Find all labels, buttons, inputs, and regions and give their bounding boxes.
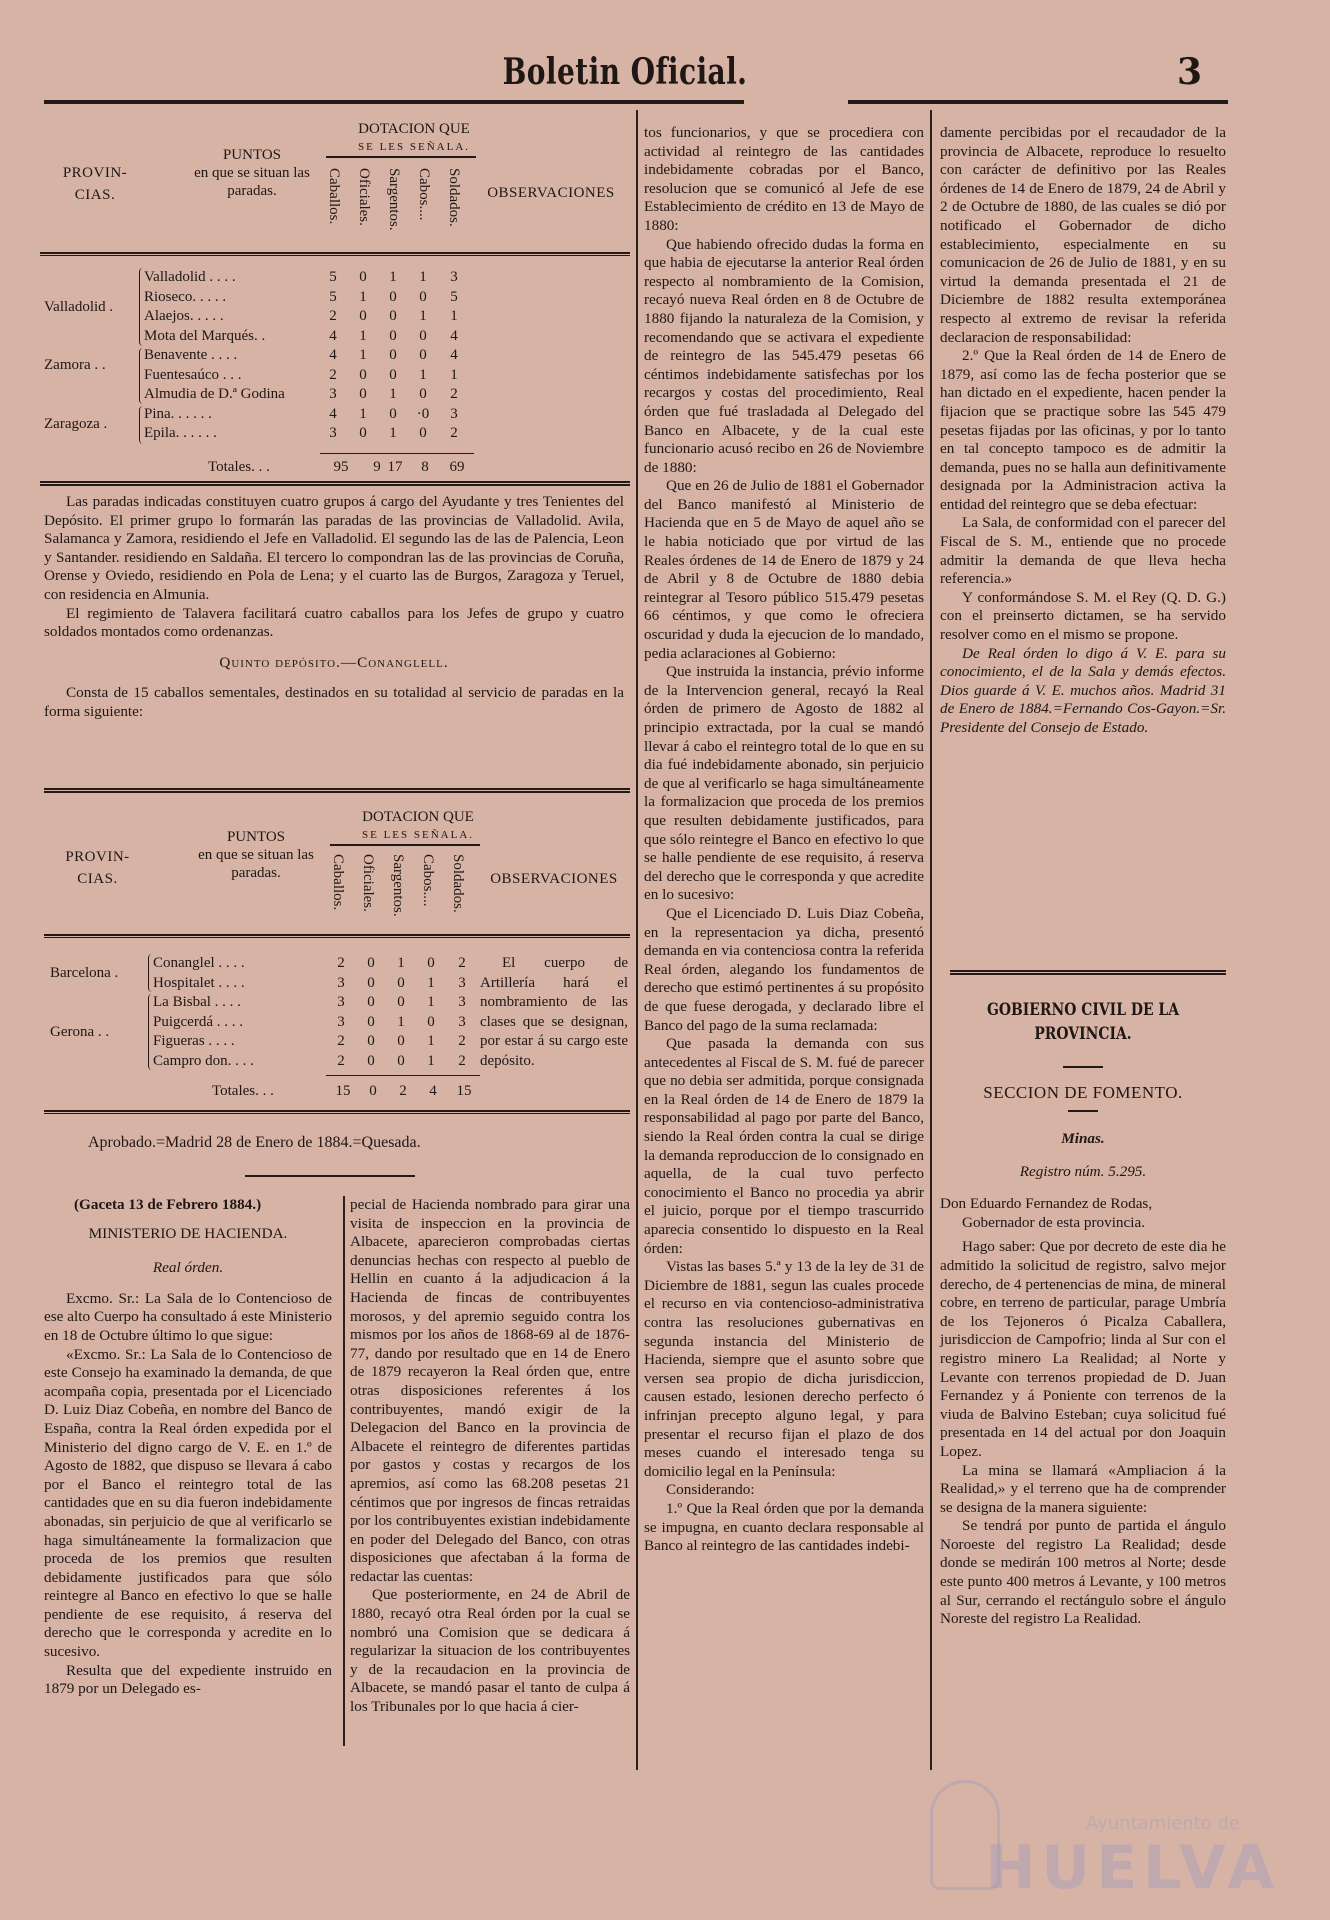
- column-d: damente percibidas por el recaudador de la provincia de Albacete, reproduce lo resuelto con carácter de definitivo por las Reales órdenes de 14 de Enero de 1879, 24 de Abril y 2 de Octubre de 1880, de las cuales se dió por notificado el Gobernador de dicho establecimiento, especialmente en su comunicacion de 26 de Julio de 1881, y en su virtud la demanda presentada el 21 de Diciembre de 1882 resulta extemporánea respecto al extremo de revisar la referida declaracion de responsabilidad: 2.º Que la Real órden de 14 de Enero de 1879, así como las de fecha posterior que se han dictado en el expediente, hacen pender la fijacion que se practique sobre las 545 479 pesetas fijadas por las oficinas, y por lo tanto en tal concepto tampoco es de admitir la demanda, pues no se halla aun definitivamente designada por la Administracion activa la entidad del reintegro que se deba efectuar: La Sala, de conformidad con el parecer del Fiscal de S. M., entiende que no procede admitir la demanda de que lleva hecha referencia.» Y conformándose S. M. el Rey (Q. D. G.) con el preinserto dictamen, se ha servido resolver como en el mismo se propone. De Real órden lo digo á V. E. para su conocimiento, el de la Sala y demás efectos. Dios guarde á V. E. muchos años. Madrid 31 de Enero de 1884.=Fernando Cos-Gayon.=Sr. Presidente del Consejo de Estado.: [940, 124, 1226, 736]
- hdr-caballos: Caballos.: [326, 168, 342, 225]
- masthead: [40, 44, 1210, 104]
- consta-paragraph: Consta de 15 caballos sementales, destinados en su totalidad al servicio de paradas en la forma siguiente:: [44, 684, 624, 720]
- hdr-caballos: Caballos.: [330, 854, 346, 911]
- hdr-cabos: Cabos....: [420, 854, 436, 907]
- page-number: 3: [1176, 51, 1202, 93]
- table1-notes: [44, 493, 624, 722]
- brace: [148, 994, 154, 1070]
- column-b: pecial de Hacienda nombrado para girar una visita de inspeccion en la provincia de Albacete, aparecieron comprobadas ciertas denuncias hechas con respecto al pueblo de Hellin en cuanto á la adjudicacion á la Hacienda de fincas de contribuyentes morosos, y del apremio seguido contra los mismos por los años de 1868-69 al de 1876-77, dando por resultado que en 14 de Enero de 1879 recayeron la Real órden que, entre otras disposiciones referentes á los contribuyentes, mandó exigir de la Delegacion del Banco en la provincia de Albacete el reintegro de diferentes partidas por gastos y costas y recargos de los apremios, así como las 68.208 pesetas 21 céntimos que por ingresos de fincas retraidas por los contribuyentes existian indebidamente en poder del Delegado del Banco, con otras disposiciones que afectaban á la forma de redactar las cuentas: Que posteriormente, en 24 de Abril de 1880, recayó otra Real órden por la cual se nombró una Comision que se dedicara á regularizar la situacion de los contribuyentes y de la recaudacion en la provincia de Albacete, se mandó pasar el tanto de culpa á los Tribunales por lo que hacia á cier-: [350, 1196, 630, 1716]
- hdr-cabos: Cabos....: [416, 168, 432, 221]
- watermark-top: Ayuntamiento de: [1086, 1813, 1240, 1835]
- quinto-deposito-heading: Quinto depósito.—Conanglell.: [219, 653, 449, 671]
- gaceta-ref: (Gaceta 13 de Febrero 1884.): [74, 1196, 262, 1213]
- gobernador-line2: Gobernador de esta provincia.: [962, 1213, 1146, 1231]
- header-rule-left: [44, 100, 744, 104]
- separator-rule: [245, 1175, 415, 1177]
- table-paradas-quinto: PROVIN- CIAS. PUNTOS en que se situan las paradas. DOTACION QUE SE LES SEÑALA. Caballos. Oficiales. Sargentos. Cabos.... Soldados. OBSERVACIONES Conanglel . . . . 2 0 1 0 2 Barcelona . Hospitalet . . . . 3 0 0 1 3 La Bisbal . . . . 3 0 0 1 3 Gerona . . Puigcerdá . . . . 3 0 1 0 3 Figueras . . . . 2 0 0 1 2 Campro don. . . . 2 0 0 1 2 El cuerpo de Artillería hará el nombramiento de las clases que se designan, por estar á su cargo este depósito. Totales. . . 15 0 2 4 15: [40, 784, 630, 1120]
- hdr-oficiales: Oficiales.: [356, 168, 372, 226]
- hdr-soldados: Soldados.: [450, 854, 466, 913]
- table-paradas-cuarto: PROVIN- CIAS. PUNTOS en que se situan las paradas. DOTACION QUE SE LES SEÑALA. Caballos. Oficiales. Sargentos. Cabos.... Soldados. OBSERVACIONES Valladolid . . . . 5 0 1 1 3 Valladolid . Rioseco. . . . . 5 1 0 0 5 Alaejos. . . . . 2 0 0 1 1 Mota del Marqués. . 4 1 0 0 4 Zamora . . Benavente . . . . 4 1 0 0 4 Fuentesaúco . . . 2 0 0 1 1 Almudia de D.ª Godina 3 0 1 0 2 Zaragoza . Pina. . . . . . 4 1 0 ·0 3 Epila. . . . . . 3 0 1 0 2 Totales. . . 95 9 17 8 69: [40, 118, 630, 490]
- hdr-dotacion: DOTACION QUE SE LES SEÑALA.: [357, 121, 471, 153]
- gobierno-heading: GOBIERNO CIVIL DE LA PROVINCIA.: [986, 1000, 1180, 1044]
- watermark-huelva: HUELVA: [985, 1833, 1280, 1903]
- header-rule-right: [848, 100, 1228, 104]
- hdr-soldados: Soldados.: [446, 168, 462, 227]
- brace: [139, 268, 145, 346]
- hdr-observaciones: OBSERVACIONES: [490, 871, 618, 887]
- hdr-oficiales: Oficiales.: [360, 854, 376, 912]
- real-orden-heading: Real órden.: [152, 1259, 224, 1277]
- registro-heading: Registro núm. 5.295.: [1019, 1162, 1147, 1180]
- hdr-sargentos: Sargentos.: [390, 854, 406, 917]
- hdr-observaciones: OBSERVACIONES: [487, 185, 615, 201]
- brace: [148, 954, 154, 992]
- newspaper-title: Boletin Oficial.: [502, 51, 748, 93]
- paradas-paragraph: Las paradas indicadas constituyen cuatro grupos á cargo del Ayudante y tres Tenientes del Depósito. El primer grupo lo formarán las paradas de las provincias de Valladolid. Avila, Salamanca y Zamora, residiendo el Jefe en Valladolid. El segundo las de las de Palencia, Leon y Santander. residiendo en Saldaña. El tercero lo compondran las de las provincias de Coruña, Orense y Oviedo, residiendo en Pola de Lena; y el cuarto las de Burgos, Zaragoza y Teruel, con residencia en Almunia.: [44, 493, 624, 603]
- hdr-puntos: PUNTOS en que se situan las paradas.: [194, 147, 310, 199]
- aprobado-line: Aprobado.=Madrid 28 de Enero de 1884.=Quesada.: [88, 1134, 421, 1151]
- seccion-heading: SECCION DE FOMENTO.: [983, 1083, 1183, 1102]
- gobernador-line1: Don Eduardo Fernandez de Rodas,: [940, 1195, 1153, 1213]
- minas-heading: Minas.: [1061, 1130, 1105, 1147]
- column-d-gobierno: GOBIERNO CIVIL DE LA PROVINCIA. SECCION DE FOMENTO. Minas. Registro núm. 5.295. Don Eduardo Fernandez de Rodas, Gobernador de esta provincia. Hago saber: Que por decreto de este dia he admitido la solicitud de registro, salvo mejor derecho, de 4 pertenencias de mina, de mineral cobre, en terreno de particular, parage Umbría de los Tejoneros ó Picalza Caballera, jurisdiccion de Campofrio; linda al Sur con el registro minero La Realidad; al Norte y Levante con terrenos propiedad de D. Juan Fernandez y á Poniente con terrenos de la viuda de Balvino Esteban; cuya solicitud fué presentada en 14 del actual por don Joaquin Lopez. La mina se llamará «Ampliacion á la Realidad,» y el terreno que ha de comprender se designa de la manera siguiente: Se tendrá por punto de partida el ángulo Noroeste del registro La Realidad; desde donde se medirán 100 metros al Norte; desde este punto 400 metros á Levante, y 100 metros al Sur, cerrando el rectángulo sobre el ángulo Noreste del registro La Realidad.: [940, 1000, 1226, 1628]
- hdr-provincias: PROVIN- CIAS.: [62, 165, 128, 203]
- hdr-sargentos: Sargentos.: [386, 168, 402, 231]
- table2-observaciones: El cuerpo de Artillería hará el nombramiento de las clases que se designan, por estar á su cargo este depósito.: [480, 955, 628, 1069]
- brace: [139, 406, 145, 444]
- column-c: tos funcionarios, y que se procediera con actividad al reintegro de las cantidades indebidamente cobradas por el Banco, resolucion que se comunicó al Jefe de ese Establecimiento de crédito en 13 de Mayo de 1880: Que habiendo ofrecido dudas la forma en que habia de ejecutarse la anterior Real órden respecto al nombramiento de la Comision, recayó nueva Real órden en 8 de Octubre de 1880 fijando la naturaleza de la Comision, y recomendando que se activara el expediente de reintegro de las 545.479 pesetas 66 céntimos indebidamente satisfechas por los recargos y costas del procedimiento, Real órden que fué trasladada al Delegado del Banco en Albacete, y de la cual este funcionario acusó recibo en 26 de Noviembre de 1880: Que en 26 de Julio de 1881 el Gobernador del Banco manifestó al Ministerio de Hacienda que en 5 de Mayo de aquel año se le habia noticiado que por virtud de las Reales órdenes de 14 de Enero de 1879 y 24 de Abril y 8 de Octubre de 1880 debia reintegrar al Tesoro público 515.479 pesetas 66 céntimos, y que como le ofreciera oscuridad y duda la ejecucion de lo mandado, pedia aclaraciones al Gobierno: Que instruida la instancia, prévio informe de la Intervencion general, recayó la Real órden de primero de Agosto de 1882 al principio extractada, por la cual se mandó llevar á cabo el reintegro total de lo que en su dia fué indebidamente abonado, sin perjuicio de que al verificarlo se haga simultáneamente la formalizacion que proceda de los premios que resulten debidamente justificados, para que sólo reintegre el Banco en efectivo lo que se halle pendiente de ese requisito, á reserva del derecho que le corresponda y que acredite en lo sucesivo: Que el Licenciado D. Luis Diaz Cobeña, en la representacion ya dicha, presentó demanda en via contenciosa contra la referida Real órden, alegando los fundamentos de derecho que estimó pertinentes á su propósito de que fuese derogada, y declarado libre el Banco del pago de la suma reclamada: Que pasada la demanda con sus antecedentes al Fiscal de S. M. fué de parecer que no debia ser admitida, porque consignada en la Real órden de 14 de Enero de 1879 la responsabilidad al pago por parte del Banco, siendo la Real órden contra la cual se dirige la demanda reproduccion de lo consignado en aquella, de la cual tuvo perfecto conocimiento el Banco no procedia ya abrir el juicio, porque por el tiempo trascurrido aparecia consentido lo dispuesto en la Real órden: Vistas las bases 5.ª y 13 de la ley de 31 de Diciembre de 1881, segun las cuales procede el recurso en via contencioso-administrativa contra las resoluciones gubernativas en segunda instancia del Ministerio de Hacienda, siempre que el asunto sobre que versen sea propio de dicha jurisdiccion, causen estado, lesionen derecho perfecto ó infrinjan precepto alguno legal, y para presentar el recurso fijan el plazo de dos meses cuando el interesado tenga su domicilio legal en la Península: Considerando: 1.º Que la Real órden que por la demanda se impugna, en cuanto declara responsable al Banco al reintegro de las cantidades indebi-: [644, 124, 924, 1555]
- hdr-provincias: PROVIN- CIAS.: [65, 849, 130, 887]
- hdr-dotacion: DOTACION QUE SE LES SEÑALA.: [361, 809, 475, 841]
- column-a: (Gaceta 13 de Febrero 1884.) MINISTERIO DE HACIENDA. Real órden. Excmo. Sr.: La Sala de lo Contencioso de ese alto Cuerpo ha consultado á este Ministerio en 18 de Octubre último lo que sigue: «Excmo. Sr.: La Sala de lo Contencioso de este Consejo ha examinado la demanda, de que acompaña copia, presentada por el Licenciado D. Luiz Diaz Cobeña, en nombre del Banco de España, contra la Real órden expedida por el Ministerio del digno cargo de V. E. en 1.º de Agosto de 1882, que dispuso se llevara á cabo por el Banco el reintegro total de las cantidades que en su dia fueron indebidamente abonadas, sin perjuicio de que al verificarlo se haga simultáneamente la formalizacion que proceda de los premios que resulten debidamente justificados para que sólo reintegre al Banco en efectivo lo que se halle pendiente de ese requisito, á reserva del derecho que le corresponda y acredite en lo sucesivo. Resulta que del expediente instruido en 1879 por un Delegado es-: [44, 1196, 332, 1698]
- talavera-paragraph: El regimiento de Talavera facilitará cuatro caballos para los Jefes de grupo y cuatro soldados montados como ordenanzas.: [44, 604, 624, 641]
- ministerio-heading: MINISTERIO DE HACIENDA.: [88, 1224, 288, 1242]
- hdr-puntos: PUNTOS en que se situan las paradas.: [198, 829, 314, 881]
- brace: [139, 348, 145, 404]
